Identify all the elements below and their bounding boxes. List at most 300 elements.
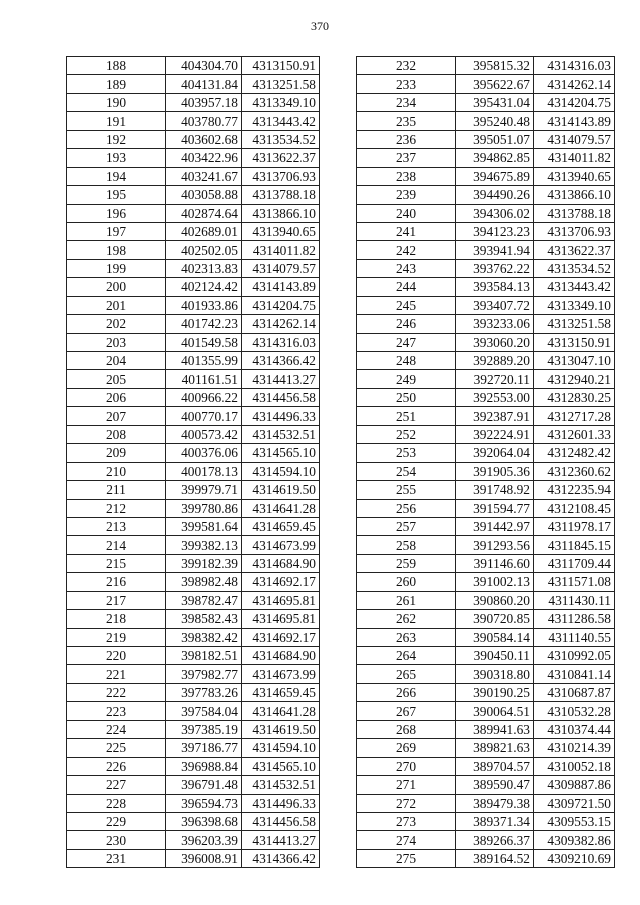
x-coordinate-cell: 404304.70 xyxy=(166,57,242,75)
y-coordinate-cell: 4314659.45 xyxy=(242,517,320,535)
y-coordinate-cell: 4311709.44 xyxy=(534,554,615,572)
table-row xyxy=(67,702,320,720)
table-row xyxy=(67,591,320,609)
x-coordinate-cell: 389164.52 xyxy=(456,849,534,867)
y-coordinate-cell: 4313534.52 xyxy=(242,130,320,148)
y-coordinate-cell: 4313443.42 xyxy=(242,112,320,130)
x-coordinate-cell: 390450.11 xyxy=(456,647,534,665)
table-row xyxy=(357,241,615,259)
y-coordinate-cell: 4314673.99 xyxy=(242,536,320,554)
y-coordinate-cell: 4314532.51 xyxy=(242,776,320,794)
table-row xyxy=(357,610,615,628)
table-row xyxy=(67,130,320,148)
table-row xyxy=(67,812,320,830)
x-coordinate-cell: 400966.22 xyxy=(166,388,242,406)
point-number-cell: 233 xyxy=(357,75,456,93)
x-coordinate-cell: 394123.23 xyxy=(456,222,534,240)
x-coordinate-cell: 394490.26 xyxy=(456,186,534,204)
y-coordinate-cell: 4310841.14 xyxy=(534,665,615,683)
point-number-cell: 221 xyxy=(67,665,166,683)
table-row xyxy=(357,812,615,830)
point-number-cell: 272 xyxy=(357,794,456,812)
x-coordinate-cell: 389590.47 xyxy=(456,776,534,794)
point-number-cell: 188 xyxy=(67,57,166,75)
y-coordinate-cell: 4314079.57 xyxy=(242,259,320,277)
x-coordinate-cell: 403780.77 xyxy=(166,112,242,130)
table-row xyxy=(357,57,615,75)
y-coordinate-cell: 4314204.75 xyxy=(242,296,320,314)
table-row xyxy=(67,794,320,812)
point-number-cell: 268 xyxy=(357,720,456,738)
table-row xyxy=(357,93,615,111)
table-row xyxy=(357,444,615,462)
point-number-cell: 249 xyxy=(357,370,456,388)
point-number-cell: 210 xyxy=(67,462,166,480)
point-number-cell: 226 xyxy=(67,757,166,775)
x-coordinate-cell: 402689.01 xyxy=(166,222,242,240)
x-coordinate-cell: 396988.84 xyxy=(166,757,242,775)
x-coordinate-cell: 398982.48 xyxy=(166,573,242,591)
y-coordinate-cell: 4313534.52 xyxy=(534,259,615,277)
table-row xyxy=(357,499,615,517)
point-number-cell: 208 xyxy=(67,425,166,443)
y-coordinate-cell: 4309553.15 xyxy=(534,812,615,830)
x-coordinate-cell: 401355.99 xyxy=(166,352,242,370)
point-number-cell: 196 xyxy=(67,204,166,222)
y-coordinate-cell: 4311286.58 xyxy=(534,610,615,628)
y-coordinate-cell: 4311978.17 xyxy=(534,517,615,535)
point-number-cell: 251 xyxy=(357,407,456,425)
x-coordinate-cell: 403241.67 xyxy=(166,167,242,185)
x-coordinate-cell: 399182.39 xyxy=(166,554,242,572)
table-row xyxy=(357,481,615,499)
y-coordinate-cell: 4314011.82 xyxy=(242,241,320,259)
y-coordinate-cell: 4313251.58 xyxy=(534,315,615,333)
table-row xyxy=(357,739,615,757)
point-number-cell: 230 xyxy=(67,831,166,849)
y-coordinate-cell: 4313940.65 xyxy=(534,167,615,185)
y-coordinate-cell: 4310992.05 xyxy=(534,647,615,665)
y-coordinate-cell: 4314594.10 xyxy=(242,462,320,480)
y-coordinate-cell: 4312360.62 xyxy=(534,462,615,480)
table-row xyxy=(67,75,320,93)
y-coordinate-cell: 4313940.65 xyxy=(242,222,320,240)
x-coordinate-cell: 396203.39 xyxy=(166,831,242,849)
table-row xyxy=(357,167,615,185)
x-coordinate-cell: 393941.94 xyxy=(456,241,534,259)
x-coordinate-cell: 394862.85 xyxy=(456,149,534,167)
table-row xyxy=(357,333,615,351)
point-number-cell: 247 xyxy=(357,333,456,351)
x-coordinate-cell: 392387.91 xyxy=(456,407,534,425)
x-coordinate-cell: 397385.19 xyxy=(166,720,242,738)
x-coordinate-cell: 391146.60 xyxy=(456,554,534,572)
point-number-cell: 246 xyxy=(357,315,456,333)
x-coordinate-cell: 400376.06 xyxy=(166,444,242,462)
page-number: 370 xyxy=(311,19,329,33)
y-coordinate-cell: 4314695.81 xyxy=(242,591,320,609)
table-row xyxy=(357,462,615,480)
y-coordinate-cell: 4314262.14 xyxy=(242,315,320,333)
table-row xyxy=(67,407,320,425)
table-row xyxy=(67,167,320,185)
point-number-cell: 261 xyxy=(357,591,456,609)
y-coordinate-cell: 4314594.10 xyxy=(242,739,320,757)
point-number-cell: 264 xyxy=(357,647,456,665)
point-number-cell: 243 xyxy=(357,259,456,277)
x-coordinate-cell: 396594.73 xyxy=(166,794,242,812)
point-number-cell: 239 xyxy=(357,186,456,204)
y-coordinate-cell: 4314204.75 xyxy=(534,93,615,111)
x-coordinate-cell: 389821.63 xyxy=(456,739,534,757)
point-number-cell: 238 xyxy=(357,167,456,185)
table-row xyxy=(67,259,320,277)
point-number-cell: 266 xyxy=(357,683,456,701)
table-row xyxy=(357,222,615,240)
y-coordinate-cell: 4313150.91 xyxy=(534,333,615,351)
y-coordinate-cell: 4314316.03 xyxy=(534,57,615,75)
point-number-cell: 218 xyxy=(67,610,166,628)
table-row xyxy=(67,112,320,130)
x-coordinate-cell: 398782.47 xyxy=(166,591,242,609)
x-coordinate-cell: 399581.64 xyxy=(166,517,242,535)
y-coordinate-cell: 4314692.17 xyxy=(242,573,320,591)
x-coordinate-cell: 392224.91 xyxy=(456,425,534,443)
point-number-cell: 190 xyxy=(67,93,166,111)
point-number-cell: 252 xyxy=(357,425,456,443)
y-coordinate-cell: 4314695.81 xyxy=(242,610,320,628)
y-coordinate-cell: 4310052.18 xyxy=(534,757,615,775)
y-coordinate-cell: 4314496.33 xyxy=(242,407,320,425)
y-coordinate-cell: 4313706.93 xyxy=(534,222,615,240)
table-row xyxy=(67,647,320,665)
table-row xyxy=(357,130,615,148)
y-coordinate-cell: 4310214.39 xyxy=(534,739,615,757)
table-row xyxy=(67,241,320,259)
point-number-cell: 202 xyxy=(67,315,166,333)
y-coordinate-cell: 4314496.33 xyxy=(242,794,320,812)
y-coordinate-cell: 4313349.10 xyxy=(242,93,320,111)
y-coordinate-cell: 4313706.93 xyxy=(242,167,320,185)
point-number-cell: 267 xyxy=(357,702,456,720)
x-coordinate-cell: 402502.05 xyxy=(166,241,242,259)
point-number-cell: 224 xyxy=(67,720,166,738)
point-number-cell: 211 xyxy=(67,481,166,499)
table-row xyxy=(67,776,320,794)
point-number-cell: 192 xyxy=(67,130,166,148)
x-coordinate-cell: 390584.14 xyxy=(456,628,534,646)
y-coordinate-cell: 4314659.45 xyxy=(242,683,320,701)
point-number-cell: 255 xyxy=(357,481,456,499)
x-coordinate-cell: 395815.32 xyxy=(456,57,534,75)
point-number-cell: 237 xyxy=(357,149,456,167)
point-number-cell: 200 xyxy=(67,278,166,296)
table-row xyxy=(357,112,615,130)
point-number-cell: 227 xyxy=(67,776,166,794)
point-number-cell: 213 xyxy=(67,517,166,535)
x-coordinate-cell: 403058.88 xyxy=(166,186,242,204)
table-row xyxy=(357,407,615,425)
point-number-cell: 189 xyxy=(67,75,166,93)
x-coordinate-cell: 402874.64 xyxy=(166,204,242,222)
point-number-cell: 257 xyxy=(357,517,456,535)
table-row xyxy=(67,352,320,370)
y-coordinate-cell: 4314456.58 xyxy=(242,812,320,830)
y-coordinate-cell: 4310374.44 xyxy=(534,720,615,738)
table-row xyxy=(67,683,320,701)
table-row xyxy=(67,222,320,240)
point-number-cell: 201 xyxy=(67,296,166,314)
point-number-cell: 225 xyxy=(67,739,166,757)
y-coordinate-cell: 4314619.50 xyxy=(242,481,320,499)
x-coordinate-cell: 391748.92 xyxy=(456,481,534,499)
table-row xyxy=(357,536,615,554)
table-row xyxy=(67,370,320,388)
y-coordinate-cell: 4312235.94 xyxy=(534,481,615,499)
x-coordinate-cell: 399780.86 xyxy=(166,499,242,517)
table-row xyxy=(67,186,320,204)
point-number-cell: 256 xyxy=(357,499,456,517)
y-coordinate-cell: 4314413.27 xyxy=(242,370,320,388)
x-coordinate-cell: 397186.77 xyxy=(166,739,242,757)
y-coordinate-cell: 4313622.37 xyxy=(242,149,320,167)
y-coordinate-cell: 4314456.58 xyxy=(242,388,320,406)
y-coordinate-cell: 4311571.08 xyxy=(534,573,615,591)
x-coordinate-cell: 398382.42 xyxy=(166,628,242,646)
x-coordinate-cell: 397783.26 xyxy=(166,683,242,701)
x-coordinate-cell: 394675.89 xyxy=(456,167,534,185)
point-number-cell: 194 xyxy=(67,167,166,185)
x-coordinate-cell: 389479.38 xyxy=(456,794,534,812)
x-coordinate-cell: 390064.51 xyxy=(456,702,534,720)
point-number-cell: 258 xyxy=(357,536,456,554)
table-row xyxy=(357,554,615,572)
y-coordinate-cell: 4309887.86 xyxy=(534,776,615,794)
table-row xyxy=(357,204,615,222)
point-number-cell: 260 xyxy=(357,573,456,591)
x-coordinate-cell: 400178.13 xyxy=(166,462,242,480)
y-coordinate-cell: 4312601.33 xyxy=(534,425,615,443)
x-coordinate-cell: 392064.04 xyxy=(456,444,534,462)
table-row xyxy=(67,499,320,517)
point-number-cell: 273 xyxy=(357,812,456,830)
point-number-cell: 229 xyxy=(67,812,166,830)
table-row xyxy=(357,702,615,720)
table-row xyxy=(357,794,615,812)
y-coordinate-cell: 4312717.28 xyxy=(534,407,615,425)
point-number-cell: 191 xyxy=(67,112,166,130)
y-coordinate-cell: 4314641.28 xyxy=(242,702,320,720)
x-coordinate-cell: 389371.34 xyxy=(456,812,534,830)
table-row xyxy=(67,296,320,314)
point-number-cell: 220 xyxy=(67,647,166,665)
x-coordinate-cell: 399382.13 xyxy=(166,536,242,554)
point-number-cell: 197 xyxy=(67,222,166,240)
x-coordinate-cell: 393060.20 xyxy=(456,333,534,351)
point-number-cell: 212 xyxy=(67,499,166,517)
x-coordinate-cell: 391905.36 xyxy=(456,462,534,480)
point-number-cell: 248 xyxy=(357,352,456,370)
x-coordinate-cell: 398182.51 xyxy=(166,647,242,665)
y-coordinate-cell: 4309721.50 xyxy=(534,794,615,812)
x-coordinate-cell: 400770.17 xyxy=(166,407,242,425)
x-coordinate-cell: 398582.43 xyxy=(166,610,242,628)
table-row xyxy=(67,536,320,554)
y-coordinate-cell: 4314684.90 xyxy=(242,554,320,572)
x-coordinate-cell: 389266.37 xyxy=(456,831,534,849)
point-number-cell: 244 xyxy=(357,278,456,296)
coordinates-table-right xyxy=(356,56,615,868)
point-number-cell: 254 xyxy=(357,462,456,480)
point-number-cell: 206 xyxy=(67,388,166,406)
point-number-cell: 215 xyxy=(67,554,166,572)
y-coordinate-cell: 4313251.58 xyxy=(242,75,320,93)
y-coordinate-cell: 4314692.17 xyxy=(242,628,320,646)
x-coordinate-cell: 389704.57 xyxy=(456,757,534,775)
point-number-cell: 231 xyxy=(67,849,166,867)
x-coordinate-cell: 397982.77 xyxy=(166,665,242,683)
table-row xyxy=(67,628,320,646)
table-row xyxy=(67,93,320,111)
point-number-cell: 240 xyxy=(357,204,456,222)
y-coordinate-cell: 4311140.55 xyxy=(534,628,615,646)
coordinates-table-left xyxy=(66,56,320,868)
point-number-cell: 253 xyxy=(357,444,456,462)
x-coordinate-cell: 394306.02 xyxy=(456,204,534,222)
table-row xyxy=(67,831,320,849)
point-number-cell: 207 xyxy=(67,407,166,425)
x-coordinate-cell: 402313.83 xyxy=(166,259,242,277)
y-coordinate-cell: 4313150.91 xyxy=(242,57,320,75)
x-coordinate-cell: 390190.25 xyxy=(456,683,534,701)
y-coordinate-cell: 4314143.89 xyxy=(534,112,615,130)
x-coordinate-cell: 393407.72 xyxy=(456,296,534,314)
point-number-cell: 263 xyxy=(357,628,456,646)
y-coordinate-cell: 4314532.51 xyxy=(242,425,320,443)
x-coordinate-cell: 392889.20 xyxy=(456,352,534,370)
x-coordinate-cell: 402124.42 xyxy=(166,278,242,296)
y-coordinate-cell: 4314619.50 xyxy=(242,720,320,738)
point-number-cell: 250 xyxy=(357,388,456,406)
table-row xyxy=(357,776,615,794)
table-row xyxy=(357,75,615,93)
y-coordinate-cell: 4310532.28 xyxy=(534,702,615,720)
table-row xyxy=(357,647,615,665)
y-coordinate-cell: 4309210.69 xyxy=(534,849,615,867)
point-number-cell: 195 xyxy=(67,186,166,204)
table-row xyxy=(357,517,615,535)
point-number-cell: 259 xyxy=(357,554,456,572)
x-coordinate-cell: 390318.80 xyxy=(456,665,534,683)
y-coordinate-cell: 4313349.10 xyxy=(534,296,615,314)
point-number-cell: 222 xyxy=(67,683,166,701)
y-coordinate-cell: 4314011.82 xyxy=(534,149,615,167)
y-coordinate-cell: 4314366.42 xyxy=(242,849,320,867)
x-coordinate-cell: 390720.85 xyxy=(456,610,534,628)
table-row xyxy=(357,186,615,204)
x-coordinate-cell: 392720.11 xyxy=(456,370,534,388)
point-number-cell: 203 xyxy=(67,333,166,351)
table-row xyxy=(67,149,320,167)
table-row xyxy=(357,573,615,591)
table-row xyxy=(67,720,320,738)
table-row xyxy=(357,370,615,388)
point-number-cell: 265 xyxy=(357,665,456,683)
x-coordinate-cell: 395431.04 xyxy=(456,93,534,111)
table-row xyxy=(67,665,320,683)
table-row xyxy=(67,757,320,775)
point-number-cell: 262 xyxy=(357,610,456,628)
y-coordinate-cell: 4314262.14 xyxy=(534,75,615,93)
point-number-cell: 199 xyxy=(67,259,166,277)
y-coordinate-cell: 4313622.37 xyxy=(534,241,615,259)
point-number-cell: 236 xyxy=(357,130,456,148)
x-coordinate-cell: 391293.56 xyxy=(456,536,534,554)
table-row xyxy=(357,628,615,646)
table-row xyxy=(67,444,320,462)
y-coordinate-cell: 4313047.10 xyxy=(534,352,615,370)
x-coordinate-cell: 391594.77 xyxy=(456,499,534,517)
table-row xyxy=(67,554,320,572)
table-row xyxy=(357,665,615,683)
point-number-cell: 245 xyxy=(357,296,456,314)
x-coordinate-cell: 393584.13 xyxy=(456,278,534,296)
x-coordinate-cell: 392553.00 xyxy=(456,388,534,406)
x-coordinate-cell: 400573.42 xyxy=(166,425,242,443)
y-coordinate-cell: 4309382.86 xyxy=(534,831,615,849)
y-coordinate-cell: 4314143.89 xyxy=(242,278,320,296)
y-coordinate-cell: 4314641.28 xyxy=(242,499,320,517)
x-coordinate-cell: 393762.22 xyxy=(456,259,534,277)
point-number-cell: 193 xyxy=(67,149,166,167)
x-coordinate-cell: 401933.86 xyxy=(166,296,242,314)
y-coordinate-cell: 4314366.42 xyxy=(242,352,320,370)
point-number-cell: 241 xyxy=(357,222,456,240)
y-coordinate-cell: 4314565.10 xyxy=(242,444,320,462)
y-coordinate-cell: 4312482.42 xyxy=(534,444,615,462)
point-number-cell: 205 xyxy=(67,370,166,388)
point-number-cell: 223 xyxy=(67,702,166,720)
x-coordinate-cell: 396791.48 xyxy=(166,776,242,794)
point-number-cell: 204 xyxy=(67,352,166,370)
table-row xyxy=(67,610,320,628)
x-coordinate-cell: 399979.71 xyxy=(166,481,242,499)
y-coordinate-cell: 4314565.10 xyxy=(242,757,320,775)
y-coordinate-cell: 4312108.45 xyxy=(534,499,615,517)
x-coordinate-cell: 395622.67 xyxy=(456,75,534,93)
point-number-cell: 270 xyxy=(357,757,456,775)
y-coordinate-cell: 4313443.42 xyxy=(534,278,615,296)
table-row xyxy=(357,388,615,406)
table-row xyxy=(67,849,320,867)
y-coordinate-cell: 4313866.10 xyxy=(242,204,320,222)
y-coordinate-cell: 4312830.25 xyxy=(534,388,615,406)
table-row xyxy=(67,57,320,75)
table-row xyxy=(357,259,615,277)
table-row xyxy=(67,517,320,535)
point-number-cell: 198 xyxy=(67,241,166,259)
point-number-cell: 269 xyxy=(357,739,456,757)
x-coordinate-cell: 391002.13 xyxy=(456,573,534,591)
table-row xyxy=(67,481,320,499)
y-coordinate-cell: 4312940.21 xyxy=(534,370,615,388)
point-number-cell: 232 xyxy=(357,57,456,75)
point-number-cell: 275 xyxy=(357,849,456,867)
table-row xyxy=(357,352,615,370)
x-coordinate-cell: 401549.58 xyxy=(166,333,242,351)
table-row xyxy=(67,573,320,591)
x-coordinate-cell: 403602.68 xyxy=(166,130,242,148)
